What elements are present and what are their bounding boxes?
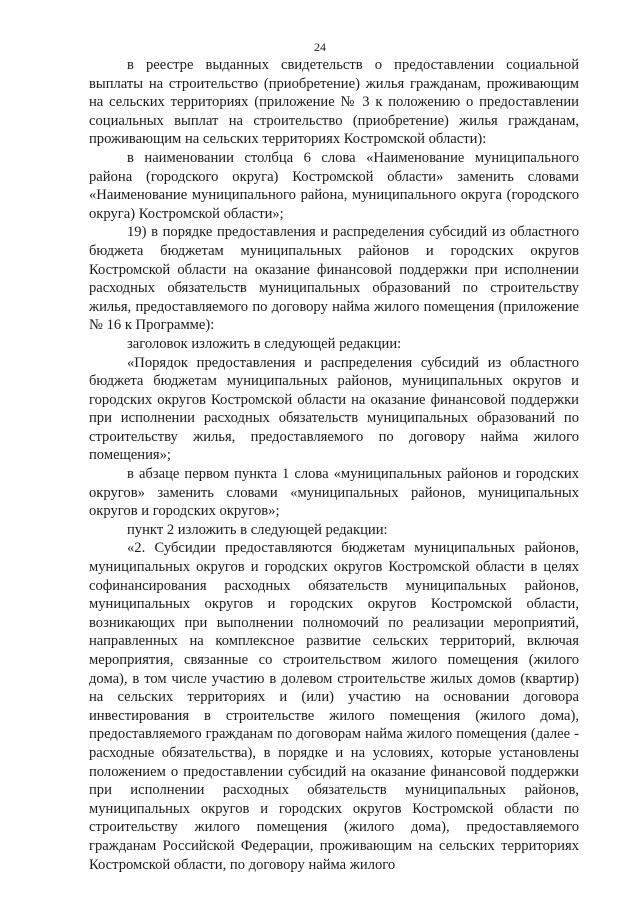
document-body: [89, 56, 579, 874]
paragraph-clause-2-instruction: пункт 2 изложить в следующей редакции:: [127, 521, 388, 538]
paragraph-clause-1-amendment: в абзаце первом пункта 1 слова «муниципальных районов и городских округов» заменить словами «муниципальных районов, муниципальных округов и городских округов»;: [89, 466, 579, 520]
paragraph-column-6-title: в наименовании столбца 6 слова «Наименование муниципального района (городского округа) Костромской области» заменить словами «Наименование муниципального района, муниципального округа (городского округа) Костромской области»;: [89, 149, 579, 222]
paragraph-new-heading: «Порядок предоставления и распределения субсидий из областного бюджета бюджетам муниципальных районов, муниципальных округов и городских округов Костромской области на оказание финансовой поддержки при исполнении расходных обязательств муниципальных образований по строительству жилья, предоставляемого по договору найма жилого помещения»;: [89, 354, 579, 464]
paragraph-registry-certificates: в реестре выданных свидетельств о предоставлении социальной выплаты на строительство (приобретение) жилья гражданам, проживающим на сельских территориях (приложение № 3 к положению о предоставлении социальных выплат на строительство (приобретение) жилья гражданам, проживающим на сельских территориях Костромской области):: [89, 57, 579, 148]
paragraph-item-19: 19) в порядке предоставления и распределения субсидий из областного бюджета бюджетам муниципальных районов и городских округов Костромской области на оказание финансовой поддержки при исполнении расходных обязательств муниципальных образований по строительству жилья, предоставляемого по договору найма жилого помещения (приложение № 16 к Программе):: [89, 224, 579, 334]
page-number: 24: [314, 40, 326, 54]
paragraph-heading-instruction: заголовок изложить в следующей редакции:: [127, 335, 402, 352]
paragraph-clause-2-text: «2. Субсидии предоставляются бюджетам муниципальных районов, муниципальных округов и городских округов Костромской области в целях софинансирования расходных обязательств муниципальных районов, муниципальных округов и городских округов Костромской области, возникающих при выполнении полномочий по реализации мероприятий, направленных на комплексное развитие сельских территорий, включая мероприятия, связанные со строительством жилого помещения (жилого дома), в том числе участию в долевом строительстве жилых домов (квартир) на сельских территориях и (или) участию на основании договора инвестирования в строительстве жилого помещения (жилого дома), предоставляемого гражданам по договорам найма жилого помещения (далее - расходные обязательства), в порядке и на условиях, которые установлены положением о предоставлении субсидий на оказание финансовой поддержки при исполнении расходных обязательств муниципальных районов, муниципальных округов и городских округов Костромской области по строительству жилого помещения (жилого дома), предоставляемого гражданам Российской Федерации, проживающим на сельских территориях Костромской области, по договору найма жилого: [89, 540, 579, 873]
